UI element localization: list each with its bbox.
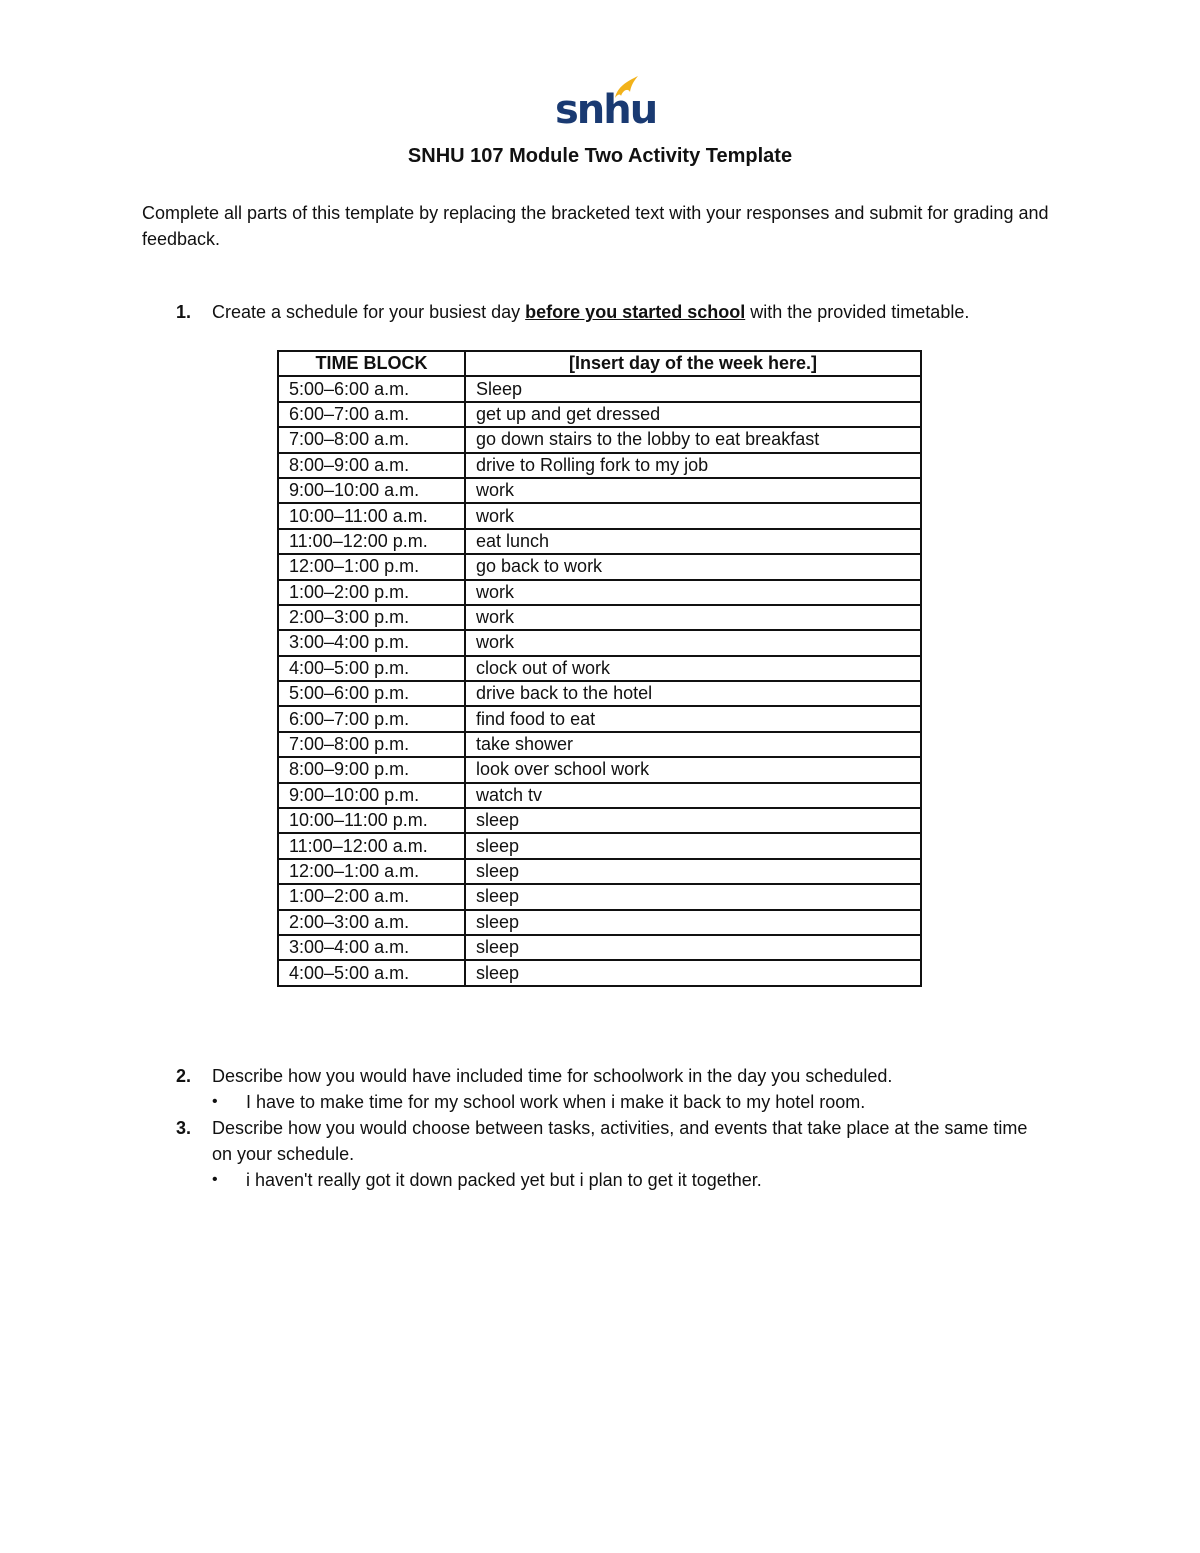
activity-cell: go down stairs to the lobby to eat breakfast [465,427,921,452]
time-block-cell: 11:00–12:00 a.m. [278,833,465,858]
intro-paragraph: Complete all parts of this template by replacing the bracketed text with your responses and submit for grading and feedback. [142,203,1049,249]
time-block-cell: 1:00–2:00 p.m. [278,580,465,605]
question-1 [142,299,1042,325]
time-block-cell: 10:00–11:00 p.m. [278,808,465,833]
activity-cell: drive back to the hotel [465,681,921,706]
time-block-cell: 4:00–5:00 p.m. [278,656,465,681]
table-row [278,960,921,985]
activity-cell: find food to eat [465,706,921,731]
column-header-time-block: TIME BLOCK [278,351,465,376]
time-block-cell: 6:00–7:00 p.m. [278,706,465,731]
question-number: 3. [176,1118,192,1138]
activity-cell: sleep [465,884,921,909]
activity-cell: eat lunch [465,529,921,554]
time-block-cell: 2:00–3:00 a.m. [278,910,465,935]
activity-cell: look over school work [465,757,921,782]
question-text: Describe how you would have included time for schoolwork in the day you scheduled. [212,1066,893,1086]
table-row [278,529,921,554]
table-row [278,808,921,833]
table-row [278,910,921,935]
table-row [278,833,921,858]
activity-cell: sleep [465,910,921,935]
table-row [278,478,921,503]
activity-cell: go back to work [465,554,921,579]
bullet-icon: • [212,1171,218,1188]
activity-cell: work [465,630,921,655]
activity-cell: work [465,478,921,503]
time-block-cell: 12:00–1:00 a.m. [278,859,465,884]
time-block-cell: 12:00–1:00 p.m. [278,554,465,579]
activity-cell: sleep [465,960,921,985]
activity-cell: sleep [465,859,921,884]
question-3 [142,1115,1042,1167]
schedule-table [277,350,922,987]
time-block-cell: 5:00–6:00 p.m. [278,681,465,706]
time-block-cell: 6:00–7:00 a.m. [278,402,465,427]
time-block-cell: 3:00–4:00 p.m. [278,630,465,655]
question-text: Describe how you would choose between tasks, activities, and events that take place at the same time on your schedule. [212,1118,1028,1164]
table-row [278,376,921,401]
table-row [278,706,921,731]
table-row [278,859,921,884]
document-title: SNHU 107 Module Two Activity Template [407,145,793,167]
activity-cell: sleep [465,808,921,833]
question-text-part: with the provided timetable. [745,302,970,322]
table-row [278,605,921,630]
question-text [212,299,1042,325]
time-block-cell: 7:00–8:00 a.m. [278,427,465,452]
table-row [278,427,921,452]
snhu-logo [555,74,657,134]
table-row [278,453,921,478]
time-block-cell: 9:00–10:00 p.m. [278,783,465,808]
answer-2 [212,1089,1072,1115]
answer-text: i haven't really got it down packed yet but i plan to get it together. [246,1170,762,1190]
table-row [278,630,921,655]
table-row [278,757,921,782]
table-row [278,884,921,909]
table-row [278,580,921,605]
time-block-cell: 9:00–10:00 a.m. [278,478,465,503]
schedule-body [278,376,921,985]
table-row [278,783,921,808]
table-row [278,681,921,706]
table-header-row [278,351,921,376]
bullet-icon: • [212,1093,218,1110]
activity-cell: Sleep [465,376,921,401]
activity-cell: work [465,503,921,528]
table-row [278,656,921,681]
logo-wordmark: snhu [555,87,657,133]
activity-cell: get up and get dressed [465,402,921,427]
answer-text: I have to make time for my school work when i make it back to my hotel room. [246,1092,866,1112]
table-row [278,732,921,757]
time-block-cell: 2:00–3:00 p.m. [278,605,465,630]
activity-cell: clock out of work [465,656,921,681]
question-number: 2. [176,1066,192,1086]
table-row [278,554,921,579]
table-row [278,935,921,960]
table-row [278,503,921,528]
time-block-cell: 11:00–12:00 p.m. [278,529,465,554]
question-text-part: Create a schedule for your busiest day [212,302,526,322]
activity-cell: sleep [465,833,921,858]
answer-3 [212,1167,1072,1193]
time-block-cell: 1:00–2:00 a.m. [278,884,465,909]
activity-cell: sleep [465,935,921,960]
time-block-cell: 5:00–6:00 a.m. [278,376,465,401]
activity-cell: drive to Rolling fork to my job [465,453,921,478]
activity-cell: watch tv [465,783,921,808]
question-2 [142,1063,1042,1089]
table-row [278,402,921,427]
column-header-day: [Insert day of the week here.] [465,351,921,376]
time-block-cell: 4:00–5:00 a.m. [278,960,465,985]
activity-cell: take shower [465,732,921,757]
question-number: 1. [176,302,192,322]
time-block-cell: 7:00–8:00 p.m. [278,732,465,757]
time-block-cell: 8:00–9:00 a.m. [278,453,465,478]
time-block-cell: 10:00–11:00 a.m. [278,503,465,528]
activity-cell: work [465,605,921,630]
time-block-cell: 3:00–4:00 a.m. [278,935,465,960]
time-block-cell: 8:00–9:00 p.m. [278,757,465,782]
activity-cell: work [465,580,921,605]
question-emphasis: before you started school [525,302,746,322]
